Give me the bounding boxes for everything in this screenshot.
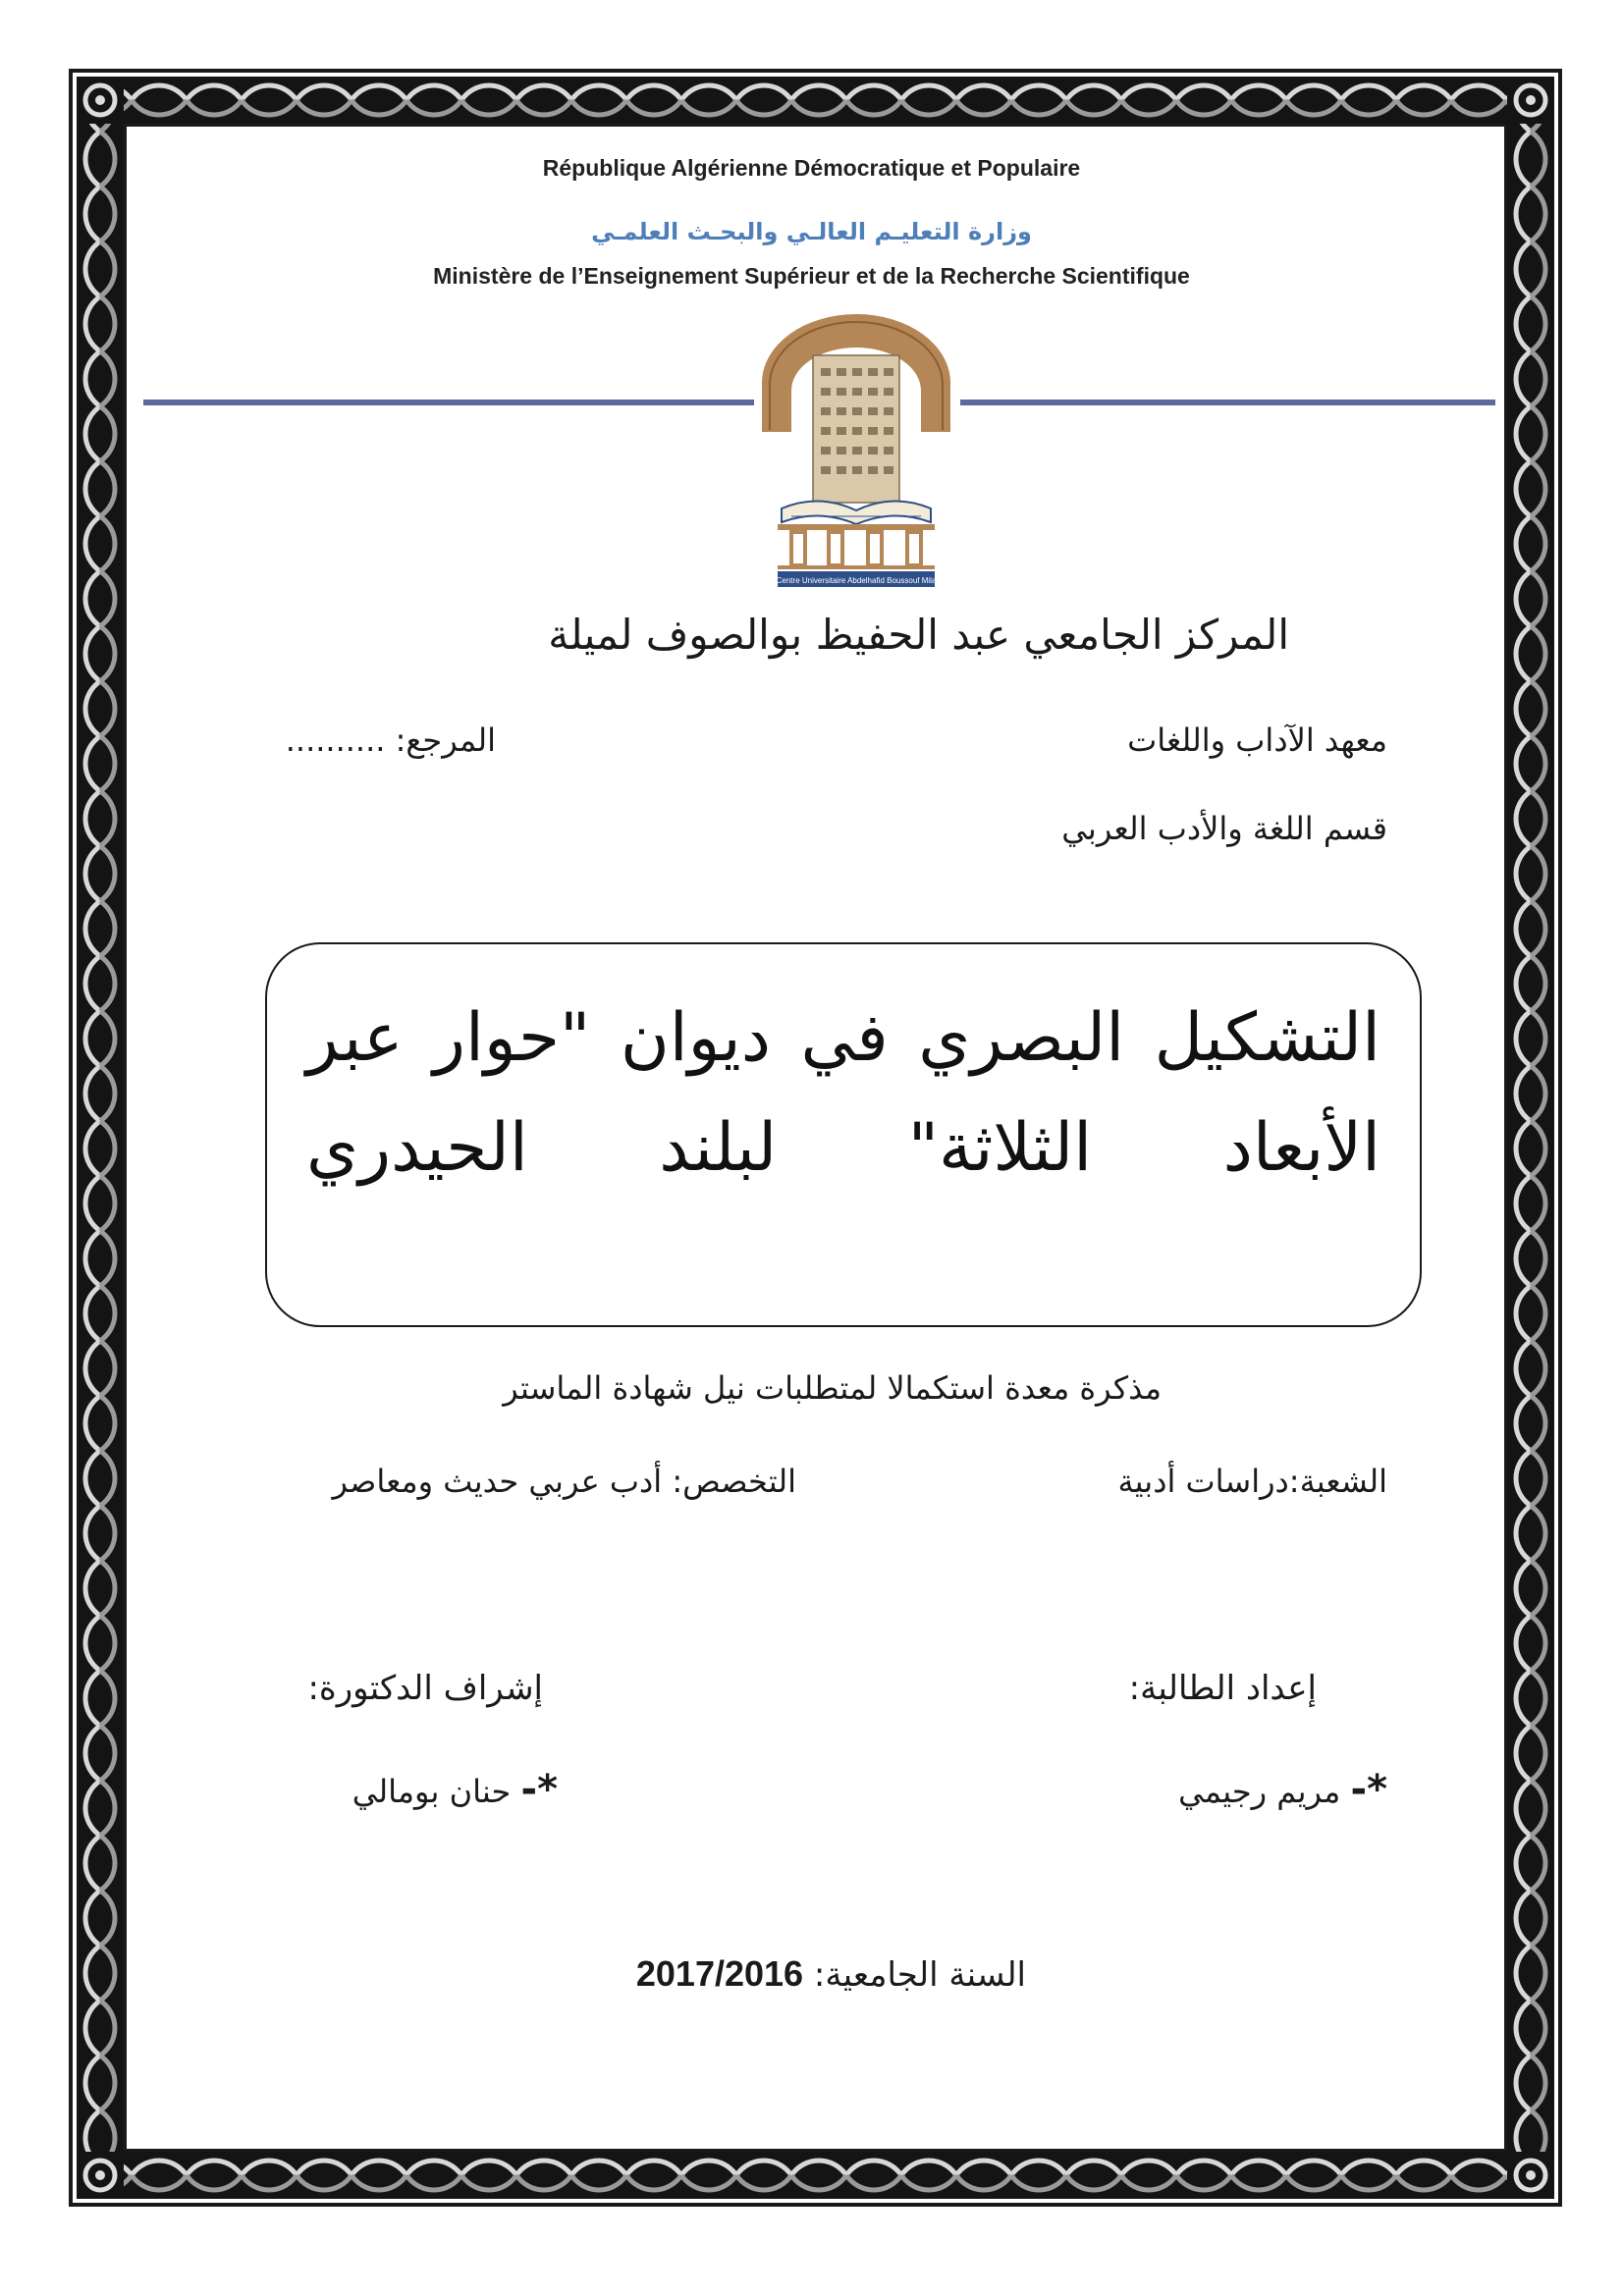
thesis-title: التشكيل البصري في ديوان "حوار عبر الأبعاد الثلاثة" لبلند الحيدري xyxy=(306,999,1380,1187)
academic-year xyxy=(636,1953,1026,1995)
header-divider-right xyxy=(960,400,1495,405)
institution-name: المركز الجامعي عبد الحفيظ بوالصوف لميلة xyxy=(548,611,1289,659)
border-pattern-top xyxy=(77,77,1554,124)
logo-caption: Centre Universitaire Abdelhafid Boussouf Mila xyxy=(776,576,937,585)
reference-field: المرجع: .......... xyxy=(285,721,496,759)
university-logo xyxy=(752,314,960,589)
department-name: قسم اللغة والأدب العربي xyxy=(1061,810,1387,847)
supervisor-entry xyxy=(352,1767,558,1812)
republic-heading: République Algérienne Démocratique et Populaire xyxy=(542,155,1081,181)
specialty-field: التخصص: أدب عربي حديث ومعاصر xyxy=(332,1463,796,1500)
student-name: مريم رجيمي xyxy=(1178,1773,1341,1810)
academic-year-label: السنة الجامعية: xyxy=(813,1955,1026,1995)
prepared-by-label: إعداد الطالبة: xyxy=(1128,1669,1317,1708)
memo-description: مذكرة معدة استكمالا لمتطلبات نيل شهادة الماستر xyxy=(503,1369,1162,1407)
student-entry xyxy=(1178,1767,1387,1812)
branch-field: الشعبة:دراسات أدبية xyxy=(1117,1463,1387,1500)
supervisor-name: حنان بومالي xyxy=(352,1773,512,1810)
border-pattern-bottom xyxy=(77,2152,1554,2199)
supervisor-bullet: *- xyxy=(520,1767,558,1812)
thesis-title-box xyxy=(265,942,1422,1327)
ministry-heading-french: Ministère de l’Enseignement Supérieur et de la Recherche Scientifique xyxy=(433,263,1190,289)
corner-ornament-icon xyxy=(1507,77,1554,124)
border-pattern-right xyxy=(1507,77,1554,2199)
corner-ornament-icon xyxy=(77,2152,124,2199)
header-divider-left xyxy=(143,400,754,405)
corner-ornament-icon xyxy=(1507,2152,1554,2199)
supervised-by-label: إشراف الدكتورة: xyxy=(307,1669,543,1708)
border-pattern-left xyxy=(77,77,124,2199)
ministry-heading-arabic: وزارة التعليـم العالـي والبحـث العلمـي xyxy=(591,218,1032,245)
student-bullet: *- xyxy=(1350,1767,1387,1812)
faculty-name: معهد الآداب واللغات xyxy=(1127,721,1387,759)
corner-ornament-icon xyxy=(77,77,124,124)
academic-year-value: 2017/2016 xyxy=(635,1953,804,1994)
